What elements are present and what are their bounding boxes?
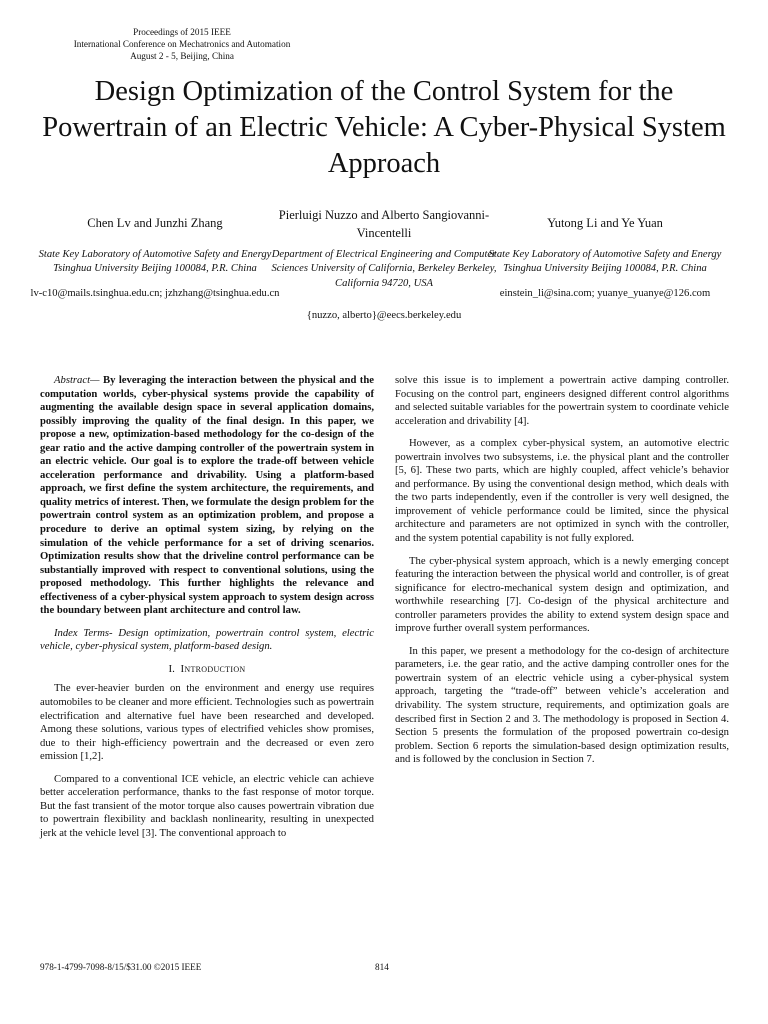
- paper-title: Design Optimization of the Control System for the Powertrain of an Electric Vehicle: A Cyber-Physical System Approach: [42, 76, 726, 179]
- author-column: [480, 206, 730, 301]
- paragraph: The cyber-physical system approach, which is a newly emerging concept featuring the interaction between the physical world and controller, is of great significance for electro-mechanical system design and optimization, and worthwhile researching [7]. Co-design of the physical architecture and controller parameters provides the ability to extend system design space and improve further overall system performances.: [395, 555, 729, 635]
- proceedings-line: International Conference on Mechatronics and Automation: [73, 39, 291, 49]
- section-heading: [40, 663, 374, 677]
- footer-copyright: 978-1-4799-7098-8/15/$31.00 ©2015 IEEE: [40, 962, 202, 972]
- author-names: Yutong Li and Ye Yuan: [547, 216, 663, 230]
- page-number: 814: [375, 962, 389, 972]
- author-column: [30, 206, 280, 301]
- abstract: [40, 374, 374, 618]
- paragraph: solve this issue is to implement a powertrain active damping controller. Focusing on the control part, engineers designed different control algorithms and selected suitable variables for the powertrain system to coordinate vehicle acceleration and drivability [4].: [395, 375, 729, 427]
- author-affiliation: Department of Electrical Engineering and Computer Sciences University of California, Berkeley Berkeley, California 94720, USA: [271, 249, 497, 289]
- paragraph: The ever-heavier burden on the environment and energy use requires automobiles to be cleaner and more efficient. Technologies such as powertrain electrification and alternative fuel have been researched and developed. Among these solutions, various types of electrified vehicles show promises, due to their high-efficiency powertrain and the decreased or even zero emission [1,2].: [40, 683, 374, 763]
- author-names: Pierluigi Nuzzo and Alberto Sangiovanni-Vincentelli: [278, 208, 490, 240]
- author-email: einstein_li@sina.com; yuanye_yuanye@126.com: [499, 287, 711, 299]
- author-affiliation: State Key Laboratory of Automotive Safety and Energy Tsinghua University Beijing 100084, P.R. China: [488, 249, 722, 275]
- section-title: Introduction: [180, 662, 246, 675]
- index-terms: Index Terms- Design optimization, powertrain control system, electric vehicle, cyber-physical system, platform-based design.: [40, 627, 374, 653]
- paragraph: In this paper, we present a methodology for the co-design of architecture parameters, i.e. the gear ratio, and the active damping controller ones for the powertrain system of an electric vehicle using a cyber-physical system approach, targeting the “trade-off” between vehicle’s acceleration and drivability. The system structure, requirements, and optimization goals are described first in Section 2 and 3. The methodology is proposed in Section 4. Section 5 presents the formulation of the proposed powertrain co-design problem. Section 6 reports the simulation-based design optimization results, and is followed by the conclusion in Section 7.: [395, 645, 729, 766]
- author-email: {nuzzo, alberto}@eecs.berkeley.edu: [306, 310, 462, 322]
- right-column: [395, 374, 729, 776]
- author-email: lv-c10@mails.tsinghua.edu.cn; jzhzhang@tsinghua.edu.cn: [30, 287, 280, 299]
- left-column: [40, 374, 374, 850]
- abstract-lead: Abstract—: [54, 375, 100, 386]
- author-column: [259, 206, 509, 324]
- section-number: I.: [168, 662, 175, 675]
- author-affiliation: State Key Laboratory of Automotive Safety and Energy Tsinghua University Beijing 100084, P.R. China: [38, 249, 272, 275]
- abstract-body: By leveraging the interaction between the physical and the computation worlds, cyber-physical systems provide the capability of augmenting the available design space in several application domains, possibly improving the quality of the final design. In this paper, we propose a new, optimization-based methodology for the co-design of the gear ratio and the active damping controller of the powertrain system in an electric vehicle. Our goal is to explore the trade-off between vehicle acceleration performance and drivability. Using a platform-based approach, we first define the system architecture, the requirements, and quality metrics of interest. Then, we formulate the design problem for the powertrain control system as an optimization problem, and propose a procedure to derive an optimal system sizing, by relying on the simulation of the vehicle performance for a set of driving scenarios. Optimization results show that the driveline control performance can be substantially improved with respect to conventional solutions, using the proposed methodology. This further highlights the relevance and effectiveness of a cyber-physical system approach to system design across the boundary between plant architecture and control law.: [40, 375, 374, 617]
- author-names: Chen Lv and Junzhi Zhang: [87, 216, 223, 230]
- paragraph: Compared to a conventional ICE vehicle, an electric vehicle can achieve better acceleration performance, thanks to the fast response of motor torque. But the fast transient of the motor torque also causes powertrain vibration due to powertrain flexibility and backlash nonlinearity, resulting in unexpected jerk at the vehicle level [3]. The conventional approach to: [40, 773, 374, 839]
- proceedings-header: [52, 26, 312, 62]
- proceedings-line: August 2 - 5, Beijing, China: [130, 51, 234, 61]
- paragraph: However, as a complex cyber-physical system, an automotive electric powertrain involves two subsystems, i.e. the physical plant and the controller [5, 6]. These two parts, which are highly coupled, affect vehicle’s behavior and performance. By using the conventional design method, which deals with the two parts independently, even if the controller is very well designed, the improvement of vehicle performance could be limited, since the physical architecture and parameters are not optimized in synch with the controller, and the system potential capability is not fully explored.: [395, 438, 729, 545]
- proceedings-line: Proceedings of 2015 IEEE: [133, 27, 231, 37]
